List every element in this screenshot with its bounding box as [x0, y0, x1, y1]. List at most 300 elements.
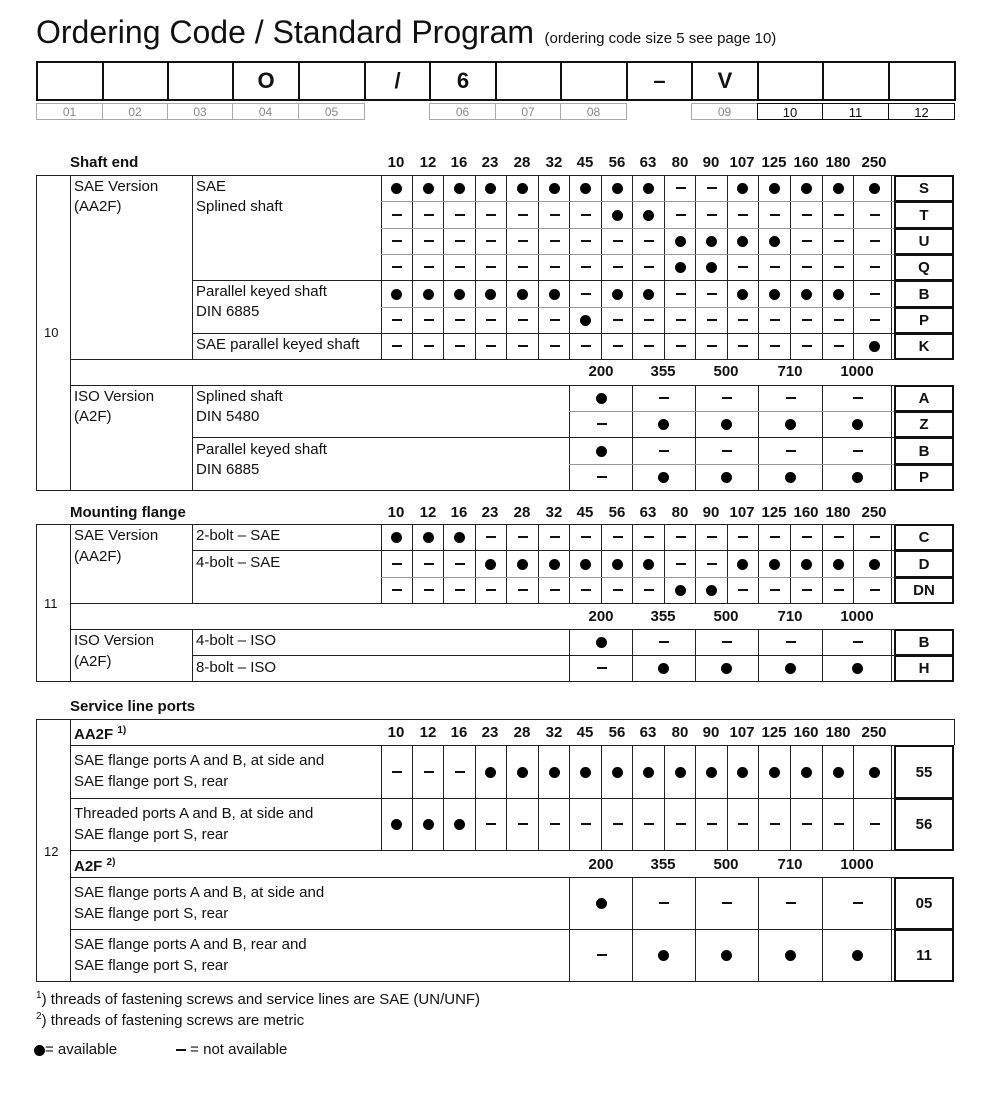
flange-sae-cell: [859, 524, 890, 550]
available-dot-icon: [612, 559, 623, 570]
flange-sae-cell: [759, 577, 790, 603]
shaft-sae-cell: [475, 175, 506, 201]
shaft-iso-cell: [775, 385, 806, 411]
available-dot-icon: [517, 559, 528, 570]
flange-sae-cell: [413, 524, 444, 550]
shaft-sae-label: SAE: [196, 178, 227, 195]
shaft-sae-code-P: P: [894, 307, 954, 334]
ports-a2f-size-710: 710: [777, 856, 803, 873]
available-dot-icon: [549, 559, 560, 570]
grid-line: [70, 629, 894, 630]
not-available-dash-icon: [392, 319, 402, 321]
not-available-dash-icon: [455, 589, 465, 591]
flange-sae-cell: [602, 550, 633, 577]
grid-line: [70, 745, 894, 746]
not-available-dash-icon: [597, 423, 607, 425]
page-title-main: Ordering Code / Standard Program: [36, 14, 535, 50]
available-dot-icon: [785, 472, 796, 483]
flange-iso-size-500: 500: [713, 608, 739, 625]
not-available-dash-icon: [550, 589, 560, 591]
shaft-sae-cell: [602, 228, 633, 254]
not-available-dash-icon: [676, 293, 686, 295]
ports-a2f-cell: [586, 877, 617, 929]
not-available-dash-icon: [644, 266, 654, 268]
available-dot-icon: [517, 767, 528, 778]
shaft-iso-version: ISO Version: [74, 388, 155, 405]
not-available-dash-icon: [597, 476, 607, 478]
grid-line: [381, 175, 382, 359]
flange-size-23: 23: [481, 504, 499, 521]
not-available-dash-icon: [392, 214, 402, 216]
available-dot-icon: [801, 559, 812, 570]
ports-aa2f-cell: [665, 798, 696, 850]
flange-iso-cell: [775, 655, 806, 681]
not-available-dash-icon: [518, 319, 528, 321]
shaft-sae-code-T: T: [894, 201, 954, 229]
ports-size-107: 107: [729, 724, 755, 741]
not-available-dash-icon: [707, 319, 717, 321]
ports-aa2f-cell: [381, 798, 412, 850]
flange-4bolt-sae: 4-bolt – SAE: [196, 554, 281, 571]
flange-sae-cell: [475, 577, 506, 603]
ports-aa2f-cell: [507, 798, 538, 850]
not-available-dash-icon: [581, 214, 591, 216]
available-dot-icon: [485, 183, 496, 194]
available-dot-icon: [580, 315, 591, 326]
not-available-dash-icon: [644, 589, 654, 591]
not-available-dash-icon: [659, 902, 669, 904]
shaft-sae-cell: [507, 307, 538, 333]
flange-sae-cell: [823, 550, 854, 577]
ports-aa2f-cell: [413, 745, 444, 798]
grid-line: [36, 175, 37, 490]
shaft-sae-cell: [791, 333, 822, 359]
not-available-dash-icon: [550, 823, 560, 825]
shaft-sae-cell: [633, 175, 664, 201]
available-dot-icon: [769, 183, 780, 194]
ports-aa2f-cell: [381, 745, 412, 798]
available-dot-icon: [769, 236, 780, 247]
ports-aa2f-cell: [602, 745, 633, 798]
not-available-dash-icon: [613, 266, 623, 268]
ports-size-63: 63: [639, 724, 657, 741]
not-available-dash-icon: [770, 589, 780, 591]
shaft-iso-cell: [711, 411, 742, 437]
flange-sae-cell: [633, 524, 664, 550]
shaft-iso-cell: [842, 464, 873, 490]
available-dot-icon: [612, 183, 623, 194]
shaft-sae-cell: [539, 280, 570, 307]
ports-pos: 12: [44, 844, 59, 859]
shaft-iso-cell: [775, 411, 806, 437]
grid-line: [538, 745, 539, 850]
not-available-dash-icon: [581, 293, 591, 295]
flange-iso-version: ISO Version: [74, 632, 155, 649]
ports-a2f-cell: [648, 877, 679, 929]
grid-line: [70, 877, 894, 878]
flange-iso-size-355: 355: [650, 608, 676, 625]
shaft-sae-cell: [633, 201, 664, 228]
grid-line: [790, 524, 791, 603]
available-dot-icon: [675, 585, 686, 596]
grid-line: [538, 524, 539, 603]
not-available-dash-icon: [455, 771, 465, 773]
ports-aa2f-label: AA2F $^{1)}$: [74, 725, 127, 743]
shaft-sae-cell: [539, 254, 570, 280]
grid-line: [853, 524, 854, 603]
not-available-dash-icon: [738, 266, 748, 268]
grid-line: [36, 175, 894, 176]
not-available-dash-icon: [738, 319, 748, 321]
flange-sae-cell: [727, 577, 758, 603]
available-dot-icon: [737, 183, 748, 194]
shaft-sae-cell: [570, 254, 601, 280]
shaft-sae-cell: [570, 307, 601, 333]
available-dot-icon: [658, 950, 669, 961]
flange-iso-cell: [648, 629, 679, 655]
port-05-line1: SAE flange ports A and B, at side and: [74, 884, 325, 901]
flange-sae-cell: [791, 550, 822, 577]
shaft-sae-cell: [539, 201, 570, 228]
ports-a2f-size-200: 200: [588, 856, 614, 873]
ports-a2f-code-11: 11: [894, 929, 954, 982]
shaft-size-16: 16: [450, 154, 468, 171]
shaft-sae-cell: [444, 201, 475, 228]
not-available-dash-icon: [518, 214, 528, 216]
grid-line: [853, 745, 854, 850]
not-available-dash-icon: [424, 240, 434, 242]
shaft-size-10: 10: [387, 154, 405, 171]
code-position: 06: [429, 103, 496, 120]
shaft-sae-cell: [791, 175, 822, 201]
ports-aa2f-cell: [633, 798, 664, 850]
grid-line: [822, 175, 823, 359]
flange-iso-cell: [842, 629, 873, 655]
shaft-sae-cell: [859, 333, 890, 359]
not-available-dash-icon: [659, 450, 669, 452]
not-available-dash-icon: [834, 240, 844, 242]
code-position: 05: [298, 103, 365, 120]
shaft-sae-cell: [633, 228, 664, 254]
not-available-dash-icon: [424, 345, 434, 347]
grid-line: [192, 524, 193, 603]
ports-size-250: 250: [861, 724, 887, 741]
shaft-sae-cell: [696, 228, 727, 254]
code-box: [560, 61, 628, 101]
not-available-dash-icon: [870, 240, 880, 242]
grid-line: [36, 524, 894, 525]
not-available-dash-icon: [550, 240, 560, 242]
shaft-sae-cell: [823, 280, 854, 307]
grid-line: [381, 254, 894, 255]
flange-iso-size-710: 710: [777, 608, 803, 625]
available-dot-icon: [391, 819, 402, 830]
not-available-dash-icon: [176, 1049, 186, 1051]
grid-line: [70, 175, 71, 490]
shaft-sae-cell: [633, 307, 664, 333]
shaft-iso-cell: [842, 437, 873, 464]
grid-line: [475, 175, 476, 359]
not-available-dash-icon: [392, 771, 402, 773]
not-available-dash-icon: [770, 345, 780, 347]
flange-sae-version: SAE Version: [74, 527, 159, 544]
available-dot-icon: [580, 767, 591, 778]
grid-line: [695, 877, 696, 981]
port-11-line2: SAE flange port S, rear: [74, 957, 229, 974]
grid-line: [381, 577, 894, 578]
available-dot-icon: [675, 236, 686, 247]
available-dot-icon: [658, 419, 669, 430]
grid-line: [790, 175, 791, 359]
not-available-dash-icon: [518, 266, 528, 268]
ports-a2f-size-355: 355: [650, 856, 676, 873]
shaft-size-90: 90: [702, 154, 720, 171]
grid-line: [569, 524, 570, 603]
available-dot-icon: [721, 419, 732, 430]
shaft-sae-cell: [727, 254, 758, 280]
code-position: 04: [232, 103, 299, 120]
code-box: [36, 61, 104, 101]
code-box: [167, 61, 234, 101]
shaft-sae-cell: [696, 280, 727, 307]
code-box: V: [691, 61, 759, 101]
shaft-sae-cell: [602, 175, 633, 201]
not-available-dash-icon: [738, 345, 748, 347]
shaft-sae-cell: [633, 254, 664, 280]
not-available-dash-icon: [486, 240, 496, 242]
available-dot-icon: [737, 559, 748, 570]
grid-line: [822, 745, 823, 850]
flange-sae-cell: [570, 524, 601, 550]
grid-line: [70, 798, 894, 799]
flange-sae-cell: [791, 577, 822, 603]
flange-sae-code-D: D: [894, 550, 954, 578]
shaft-sae-cell: [665, 254, 696, 280]
shaft-sae-cell: [381, 280, 412, 307]
not-available-dash-icon: [486, 589, 496, 591]
grid-line: [758, 877, 759, 981]
footnote-2: $^2$) threads of fastening screws are metric: [36, 1011, 305, 1029]
shaft-sae-cell: [823, 254, 854, 280]
flange-iso-size-200: 200: [588, 608, 614, 625]
not-available-dash-icon: [738, 214, 748, 216]
flange-size-16: 16: [450, 504, 468, 521]
not-available-dash-icon: [597, 667, 607, 669]
not-available-dash-icon: [834, 589, 844, 591]
available-dot-icon: [596, 637, 607, 648]
shaft-sae-cell: [633, 333, 664, 359]
shaft-iso-version-code: (A2F): [74, 408, 112, 425]
available-dot-icon: [785, 950, 796, 961]
flange-iso-version-code: (A2F): [74, 653, 112, 670]
flange-sae-cell: [665, 577, 696, 603]
grid-line: [632, 524, 633, 603]
not-available-dash-icon: [834, 319, 844, 321]
flange-iso-code-H: H: [894, 655, 954, 682]
grid-line: [192, 280, 894, 281]
not-available-dash-icon: [518, 823, 528, 825]
available-dot-icon: [833, 559, 844, 570]
grid-line: [36, 681, 894, 682]
not-available-dash-icon: [786, 397, 796, 399]
ports-a2f-cell: [586, 929, 617, 981]
not-available-dash-icon: [722, 450, 732, 452]
shaft-iso-cell: [586, 385, 617, 411]
shaft-splined-label: Splined shaft: [196, 198, 283, 215]
not-available-dash-icon: [870, 319, 880, 321]
not-available-dash-icon: [786, 450, 796, 452]
flange-sae-cell: [823, 524, 854, 550]
available-dot-icon: [517, 289, 528, 300]
not-available-dash-icon: [659, 641, 669, 643]
not-available-dash-icon: [659, 397, 669, 399]
flange-iso-cell: [842, 655, 873, 681]
grid-line: [36, 490, 70, 491]
shaft-sae-cell: [413, 280, 444, 307]
ports-aa2f-cell: [507, 745, 538, 798]
shaft-size-56: 56: [608, 154, 626, 171]
not-available-dash-icon: [392, 563, 402, 565]
flange-sae-cell: [759, 550, 790, 577]
not-available-dash-icon: [870, 823, 880, 825]
shaft-sae-cell: [475, 228, 506, 254]
shaft-sae-cell: [381, 201, 412, 228]
not-available-dash-icon: [834, 214, 844, 216]
ports-aa2f-cell: [539, 798, 570, 850]
grid-line: [664, 745, 665, 850]
available-dot-icon: [785, 419, 796, 430]
not-available-dash-icon: [486, 266, 496, 268]
available-dot-icon: [675, 262, 686, 273]
not-available-dash-icon: [581, 345, 591, 347]
shaft-sae-cell: [791, 307, 822, 333]
ports-a2f-cell: [842, 929, 873, 981]
not-available-dash-icon: [518, 240, 528, 242]
not-available-dash-icon: [853, 902, 863, 904]
not-available-dash-icon: [676, 536, 686, 538]
ports-a2f-size-500: 500: [713, 856, 739, 873]
available-dot-icon: [801, 289, 812, 300]
shaft-sae-cell: [665, 307, 696, 333]
available-dot-icon: [596, 898, 607, 909]
available-dot-icon: [706, 236, 717, 247]
not-available-dash-icon: [834, 536, 844, 538]
shaft-sae-code-K: K: [894, 333, 954, 360]
not-available-dash-icon: [518, 589, 528, 591]
not-available-dash-icon: [707, 563, 717, 565]
grid-line: [538, 175, 539, 359]
not-available-dash-icon: [392, 266, 402, 268]
ports-a2f-cell: [775, 929, 806, 981]
available-dot-icon: [706, 767, 717, 778]
code-box: [822, 61, 890, 101]
grid-line: [475, 524, 476, 603]
shaft-sae-version: SAE Version: [74, 178, 159, 195]
not-available-dash-icon: [676, 823, 686, 825]
shaft-sae-parallel-label: SAE parallel keyed shaft: [196, 336, 360, 353]
grid-line: [569, 745, 570, 850]
code-position: 09: [691, 103, 758, 120]
not-available-dash-icon: [644, 536, 654, 538]
available-dot-icon: [391, 183, 402, 194]
not-available-dash-icon: [455, 240, 465, 242]
flange-iso-cell: [711, 655, 742, 681]
grid-line: [632, 745, 633, 850]
not-available-dash-icon: [550, 319, 560, 321]
shaft-sae-cell: [727, 280, 758, 307]
flange-size-250: 250: [861, 504, 887, 521]
not-available-dash-icon: [613, 345, 623, 347]
shaft-iso-cell: [586, 437, 617, 464]
available-dot-icon: [454, 532, 465, 543]
shaft-sae-cell: [859, 175, 890, 201]
shaft-sae-cell: [759, 280, 790, 307]
flange-sae-cell: [381, 550, 412, 577]
port-56-line1: Threaded ports A and B, at side and: [74, 805, 314, 822]
shaft-size-45: 45: [576, 154, 594, 171]
flange-sae-cell: [665, 550, 696, 577]
shaft-size-125: 125: [761, 154, 787, 171]
available-dot-icon: [785, 663, 796, 674]
flange-sae-cell: [570, 577, 601, 603]
shaft-sae-cell: [823, 307, 854, 333]
code-box: [102, 61, 169, 101]
not-available-dash-icon: [770, 536, 780, 538]
not-available-dash-icon: [853, 450, 863, 452]
available-dot-icon: [391, 532, 402, 543]
grid-line: [475, 745, 476, 850]
grid-line: [695, 524, 696, 603]
available-dot-icon: [833, 289, 844, 300]
grid-line: [381, 201, 894, 202]
grid-line: [70, 850, 894, 851]
flange-sae-cell: [413, 550, 444, 577]
flange-sae-cell: [475, 524, 506, 550]
not-available-dash-icon: [834, 823, 844, 825]
shaft-sae-cell: [381, 333, 412, 359]
shaft-sae-cell: [381, 228, 412, 254]
shaft-iso-cell: [648, 437, 679, 464]
shaft-sae-cell: [759, 333, 790, 359]
flange-iso-cell: [775, 629, 806, 655]
grid-line: [381, 745, 382, 850]
not-available-dash-icon: [676, 563, 686, 565]
not-available-dash-icon: [707, 293, 717, 295]
shaft-sae-cell: [444, 175, 475, 201]
available-dot-icon: [485, 559, 496, 570]
flange-sae-cell: [413, 577, 444, 603]
ports-a2f-cell: [711, 929, 742, 981]
shaft-sae-cell: [507, 254, 538, 280]
ports-aa2f-cell: [475, 798, 506, 850]
available-dot-icon: [852, 663, 863, 674]
shaft-iso-splined-din: DIN 5480: [196, 408, 260, 425]
ports-aa2f-cell: [791, 745, 822, 798]
shaft-sae-cell: [727, 333, 758, 359]
grid-line: [601, 175, 602, 359]
grid-line: [632, 877, 633, 981]
ports-aa2f-cell: [444, 745, 475, 798]
shaft-iso-cell: [586, 411, 617, 437]
grid-line: [664, 524, 665, 603]
code-position: 01: [36, 103, 103, 120]
not-available-dash-icon: [424, 266, 434, 268]
grid-line: [412, 524, 413, 603]
grid-line: [891, 175, 892, 359]
ports-a2f-cell: [711, 877, 742, 929]
shaft-iso-size-355: 355: [650, 363, 676, 380]
not-available-dash-icon: [550, 266, 560, 268]
